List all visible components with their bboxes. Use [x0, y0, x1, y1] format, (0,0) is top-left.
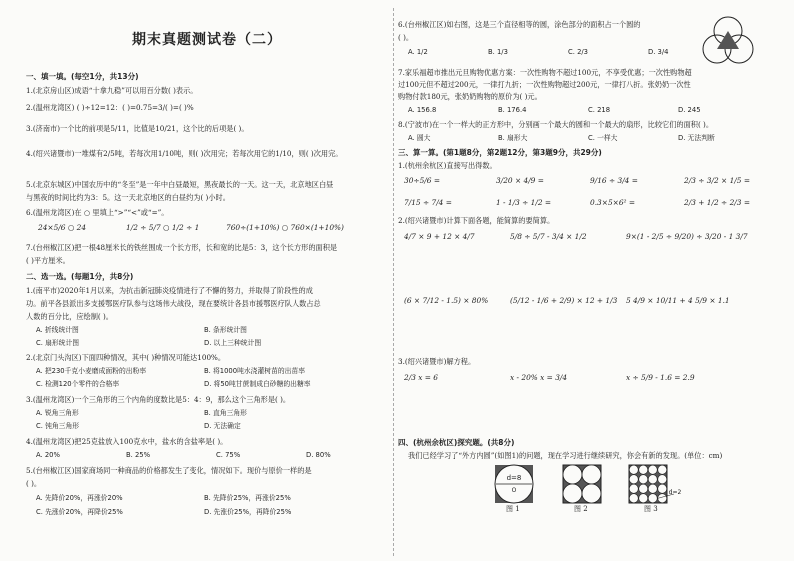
choice-2-option-c: C. 检测120个零件的合格率 — [36, 380, 120, 388]
choice-5-option-d: D. 先涨价25%，再降价25% — [204, 508, 292, 516]
fill-question-1: 1.(北京房山区)成语“十拿九稳”可以用百分数( )表示。 — [26, 86, 198, 95]
choice-8-option-c: C. 一样大 — [588, 134, 618, 142]
oral-calc-5: 7/15 ÷ 7/4 = — [404, 198, 452, 207]
compute-6: 5 4/9 × 10/11 + 4 5/9 × 1.1 — [626, 296, 730, 305]
choice-question-3: 3.(温州龙湾区)一个三角形的三个内角的度数比是5：4：9，那么这个三角形是( )。 — [26, 395, 291, 404]
choice-7-option-a: A. 156.8 — [408, 106, 437, 114]
fill-question-5-line-1: 5.(北京东城区)中国农历中的“冬至”是一年中白昼最短，黑夜最长的一天。这一天，北京地区白昼 — [26, 180, 334, 189]
choice-6-option-d: D. 3/4 — [648, 48, 669, 56]
oral-calc-2: 3/20 × 4/9 = — [496, 176, 544, 185]
section-calculate-heading: 三、算一算。(第1题8分，第2题12分，第3题9分，共29分) — [398, 148, 602, 157]
choice-1-option-d: D. 以上三种统计图 — [204, 339, 262, 347]
fill-question-2: 2.(温州龙湾区) ( )÷12=12：( )=0.75=3/( )=( )% — [26, 103, 194, 112]
calc-part-1-heading: 1.(杭州余杭区)直接写出得数。 — [398, 161, 497, 170]
oral-calc-8: 2/3 + 1/2 ÷ 2/3 = — [684, 198, 751, 207]
oral-calc-1: 30÷5/6 = — [404, 176, 441, 185]
column-divider — [393, 8, 394, 556]
figure-3-diameter-label: d=2 — [668, 489, 682, 496]
fill-question-6: 6.(温州龙湾区)在 ○ 里填上“>”“<”或“=”。 — [26, 208, 169, 217]
choice-8-option-b: B. 扇形大 — [498, 134, 528, 142]
choice-5-option-c: C. 先涨价20%，再降价25% — [36, 508, 123, 516]
figure-2-four-circles — [562, 464, 602, 504]
fill-question-7-line-1: 7.(台州椒江区)把一根48厘米长的铁丝围成一个长方形，长和宽的比是5：3，这个长方形的面积是 — [26, 243, 338, 252]
figure-3-sixteen-circles — [628, 464, 680, 504]
choice-2-option-a: A. 把230千克小麦磨成面粉的出粉率 — [36, 367, 147, 375]
choice-3-option-b: B. 直角三角形 — [204, 409, 247, 417]
compute-3: 9×(1 - 2/5 ÷ 9/20) ÷ 3/20 - 1 3/7 — [626, 232, 748, 241]
figure-1-center-label: O — [511, 487, 517, 494]
fill-question-5-line-2: 与黑夜的时间比约为3：5。这一天北京地区的白昼约为( )小时。 — [26, 193, 230, 202]
oral-calc-6: 1 - 1/3 ÷ 1/2 = — [496, 198, 552, 207]
choice-3-option-a: A. 锐角三角形 — [36, 409, 79, 417]
choice-6-option-c: C. 2/3 — [568, 48, 589, 56]
compute-4: (6 × 7/12 - 1.5) × 80% — [404, 296, 489, 305]
oral-calc-4: 2/3 ÷ 3/2 × 1/5 = — [684, 176, 751, 185]
fill-question-7-line-2: ( )平方厘米。 — [26, 256, 70, 265]
choice-question-7-line-1: 7.家乐福超市推出元旦购物优惠方案：一次性购物不超过100元，不享受优惠；一次性购物超 — [398, 68, 692, 77]
choice-question-8: 8.(宁波市)在一个一样大的正方形中，分别画一个最大的圆和一个最大的扇形，比较它们的面积( )。 — [398, 120, 714, 129]
equation-3: x ÷ 5/9 - 1.6 = 2.9 — [626, 373, 695, 382]
oral-calc-7: 0.3×5×6² = — [590, 198, 636, 207]
choice-question-6-blank: ( )。 — [398, 33, 414, 42]
compute-2: 5/8 ÷ 5/7 - 3/4 × 1/2 — [510, 232, 587, 241]
choice-2-option-b: B. 将1000吨水浇灌树苗的出苗率 — [204, 367, 306, 375]
choice-8-option-a: A. 圆大 — [408, 134, 431, 142]
choice-question-1-line-1: 1.(南平市)2020年1月以来，为抗击新冠肺炎疫情进行了不懈的努力，并取得了阶段性的成 — [26, 286, 313, 295]
fill-question-6-item-a: 24×5/6 ○ 24 — [38, 223, 87, 232]
figure-3-caption: 图 3 — [644, 505, 658, 513]
choice-question-6: 6.(台州椒江区)如右图，这是三个直径相等的圆，涂色部分的面积占一个圆的 — [398, 20, 641, 29]
compute-1: 4/7 × 9 + 12 × 4/7 — [404, 232, 475, 241]
figure-1-square-circle — [494, 464, 534, 504]
choice-8-option-d: D. 无法判断 — [678, 134, 715, 142]
figure-1-caption: 图 1 — [506, 505, 520, 513]
choice-5-option-b: B. 先降价25%，再涨价25% — [204, 494, 291, 502]
choice-question-5-line-2: ( )。 — [26, 479, 42, 488]
choice-3-option-c: C. 钝角三角形 — [36, 422, 80, 430]
choice-1-option-c: C. 扇形统计图 — [36, 339, 80, 347]
calc-part-2-heading: 2.(绍兴诸暨市)计算下面各题，能简算的要简算。 — [398, 216, 555, 225]
three-circles-figure — [698, 14, 758, 66]
choice-1-option-b: B. 条形统计图 — [204, 326, 247, 334]
section-choose-heading: 二、选一选。(每题1分，共8分) — [26, 272, 134, 281]
fill-question-4: 4.(绍兴诸暨市)一堆煤有2/5吨，若每次用1/10吨，则( )次用完；若每次用它的1/10，则( )次用完。 — [26, 149, 343, 158]
figure-2-caption: 图 2 — [574, 505, 588, 513]
choice-question-1-line-3: 人数的百分比，应绘制( )。 — [26, 312, 113, 321]
choice-question-1-line-2: 功。前平各县派出多支援鄂医疗队参与这场伟大战役，现在要统计各县市援鄂医疗队人数占总 — [26, 299, 321, 308]
choice-6-option-b: B. 1/3 — [488, 48, 508, 56]
equation-2: x - 20% x = 3/4 — [510, 373, 568, 382]
choice-2-option-d: D. 将50吨甘蔗制成白砂糖的出糖率 — [204, 380, 311, 388]
fill-question-6-item-c: 760÷(1+10%) ○ 760×(1+10%) — [226, 223, 344, 232]
choice-4-option-d: D. 80% — [306, 451, 331, 459]
page-title: 期末真题测试卷（二） — [132, 32, 282, 48]
choice-5-option-a: A. 先降价20%，再涨价20% — [36, 494, 123, 502]
choice-3-option-d: D. 无法确定 — [204, 422, 241, 430]
oral-calc-3: 9/16 ÷ 3/4 = — [590, 176, 638, 185]
fill-question-6-item-b: 1/2 ÷ 5/7 ○ 1/2 ÷ 1 — [126, 223, 200, 232]
calc-part-3-heading: 3.(绍兴诸暨市)解方程。 — [398, 357, 476, 366]
figure-1-diameter-label: d=8 — [506, 474, 522, 482]
choice-4-option-b: B. 25% — [126, 451, 151, 459]
choice-7-option-b: B. 176.4 — [498, 106, 527, 114]
choice-question-7-line-2: 过100元但不超过200元，一律打九折；一次性购物超过200元，一律打八折。张奶奶一次性 — [398, 80, 691, 89]
explore-intro: 我们已经学习了“外方内圆”(如图1)的问题，现在学习进行继续研究，你会有新的发现。(单位：cm) — [408, 451, 723, 460]
fill-question-3: 3.(济南市)一个比的前项是5/11，比值是10/21，这个比的后项是( )。 — [26, 124, 249, 133]
choice-question-5-line-1: 5.(台州椒江区)国家商场同一种商品的价格都发生了变化，情况如下。现价与原价一样的是 — [26, 466, 312, 475]
choice-4-option-c: C. 75% — [216, 451, 241, 459]
choice-question-2: 2.(北京门头沟区)下面四种情况，其中( )种情况可能达100%。 — [26, 353, 226, 362]
compute-5: (5/12 - 1/6 + 2/9) × 12 + 1/3 — [510, 296, 618, 305]
equation-1: 2/3 x = 6 — [404, 373, 439, 382]
choice-1-option-a: A. 折线统计图 — [36, 326, 79, 334]
choice-question-4: 4.(温州龙湾区)把25克盐放入100克水中，盐水的含盐率是( )。 — [26, 437, 228, 446]
choice-6-option-a: A. 1/2 — [408, 48, 428, 56]
section-fill-in-heading: 一、填一填。(每空1分，共13分) — [26, 72, 139, 81]
choice-4-option-a: A. 20% — [36, 451, 60, 459]
choice-question-7-line-3: 购物付款180元，张奶奶购物的原价为( )元。 — [398, 92, 542, 101]
choice-7-option-d: D. 245 — [678, 106, 701, 114]
choice-7-option-c: C. 218 — [588, 106, 611, 114]
section-explore-heading: 四、(杭州余杭区)探究题。(共8分) — [398, 438, 515, 447]
